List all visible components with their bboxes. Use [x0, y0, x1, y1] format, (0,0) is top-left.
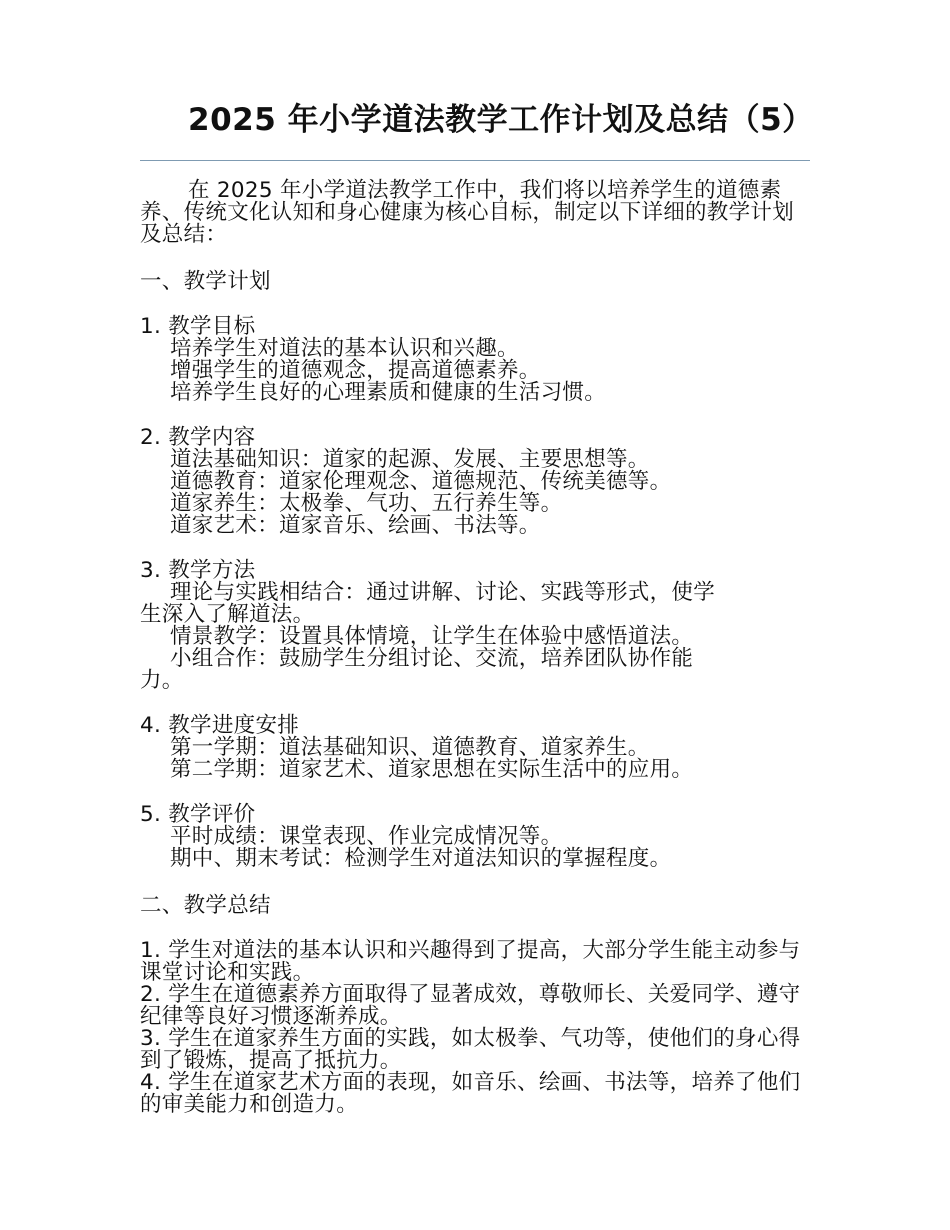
section-heading-summary: 二、教学总结	[140, 893, 271, 918]
title-divider	[140, 160, 810, 161]
list-item: 培养学生对道法的基本认识和兴趣。	[170, 336, 519, 361]
plan-schedule	[140, 715, 812, 781]
plan-methods	[140, 560, 812, 692]
list-item: 平时成绩：课堂表现、作业完成情况等。	[170, 824, 563, 849]
document-body	[140, 180, 812, 1116]
list-item-continuation: 力。	[140, 668, 184, 693]
plan-goals	[140, 316, 812, 404]
summary-item: 1. 学生对道法的基本认识和兴趣得到了提高，大部分学生能主动参与课堂讨论和实践。	[140, 938, 801, 985]
summary-item: 4. 学生在道家艺术方面的表现，如音乐、绘画、书法等，培养了他们的审美能力和创造力。	[140, 1070, 801, 1117]
subsection-title: 2. 教学内容	[140, 425, 256, 450]
list-item: 小组合作：鼓励学生分组讨论、交流，培养团队协作能	[170, 646, 694, 671]
document-page	[140, 0, 812, 1230]
document-title: 2025 年小学道法教学工作计划及总结（5）	[188, 102, 814, 138]
plan-content	[140, 427, 812, 537]
list-item: 道家养生：太极拳、气功、五行养生等。	[170, 491, 563, 516]
list-item: 期中、期末考试：检测学生对道法知识的掌握程度。	[170, 846, 672, 871]
list-item: 情景教学：设置具体情境，让学生在体验中感悟道法。	[170, 624, 694, 649]
list-item-continuation: 生深入了解道法。	[140, 602, 315, 627]
summary-item: 3. 学生在道家养生方面的实践，如太极拳、气功等，使他们的身心得到了锻炼，提高了抵抗力。	[140, 1026, 801, 1073]
subsection-title: 4. 教学进度安排	[140, 713, 300, 738]
section-heading-plan: 一、教学计划	[140, 269, 271, 294]
intro-paragraph: 在 2025 年小学道法教学工作中，我们将以培养学生的道德素养、传统文化认知和身心健康为核心目标，制定以下详细的教学计划及总结：	[140, 178, 795, 247]
summary-list	[140, 940, 812, 1116]
list-item: 道家艺术：道家音乐、绘画、书法等。	[170, 513, 541, 538]
list-item: 理论与实践相结合：通过讲解、讨论、实践等形式，使学	[170, 580, 716, 605]
list-item: 道法基础知识：道家的起源、发展、主要思想等。	[170, 447, 650, 472]
subsection-title: 1. 教学目标	[140, 314, 256, 339]
subsection-title: 3. 教学方法	[140, 558, 256, 583]
list-item: 第一学期：道法基础知识、道德教育、道家养生。	[170, 735, 650, 760]
plan-evaluation	[140, 804, 812, 870]
subsection-title: 5. 教学评价	[140, 802, 256, 827]
list-item: 第二学期：道家艺术、道家思想在实际生活中的应用。	[170, 757, 694, 782]
list-item: 道德教育：道家伦理观念、道德规范、传统美德等。	[170, 469, 672, 494]
summary-item: 2. 学生在道德素养方面取得了显著成效，尊敬师长、关爱同学、遵守纪律等良好习惯逐渐养成。	[140, 982, 801, 1029]
list-item: 培养学生良好的心理素质和健康的生活习惯。	[170, 380, 607, 405]
list-item: 增强学生的道德观念，提高道德素养。	[170, 358, 541, 383]
